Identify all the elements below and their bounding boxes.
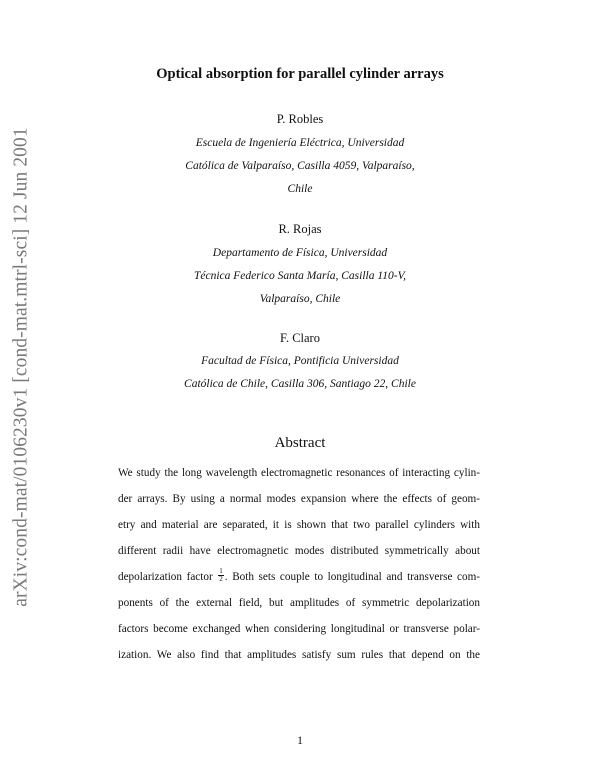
affiliation-line: Católica de Valparaíso, Casilla 4059, Valparaíso, bbox=[185, 160, 415, 172]
affiliation-line: Escuela de Ingeniería Eléctrica, Universidad bbox=[195, 137, 405, 149]
abstract-line: etry and material are separated, it is shown that two parallel cylinders with bbox=[118, 519, 480, 531]
author-name: P. Robles bbox=[276, 112, 324, 126]
author-affiliation bbox=[0, 132, 600, 201]
author-name: F. Claro bbox=[280, 331, 320, 345]
one-half-fraction bbox=[218, 568, 224, 583]
page-number: 1 bbox=[297, 733, 303, 747]
paper-title: Optical absorption for parallel cylinder arrays bbox=[156, 66, 444, 82]
abstract-line-part: . Both sets couple to longitudinal and transverse com- bbox=[224, 571, 481, 583]
affiliation-line: Chile bbox=[287, 183, 313, 195]
abstract-line: der arrays. By using a normal modes expansion where the effects of geom- bbox=[118, 493, 480, 505]
fraction-numerator: 1 bbox=[219, 566, 223, 575]
abstract-line: factors become exchanged when considering longitudinal or transverse polar- bbox=[118, 623, 480, 635]
author-name: R. Rojas bbox=[278, 222, 322, 236]
abstract-line: We study the long wavelength electromagnetic resonances of interacting cylin- bbox=[118, 467, 480, 479]
affiliation-line: Técnica Federico Santa María, Casilla 110-V, bbox=[194, 270, 406, 282]
author-affiliation bbox=[0, 350, 600, 396]
affiliation-line: Católica de Chile, Casilla 306, Santiago 22, Chile bbox=[184, 378, 416, 390]
abstract-heading: Abstract bbox=[274, 435, 326, 451]
abstract-line: ponents of the external field, but amplitudes of symmetric depolarization bbox=[118, 597, 480, 609]
affiliation-line: Valparaíso, Chile bbox=[259, 293, 341, 305]
abstract-line: different radii have electromagnetic modes distributed symmetrically about bbox=[118, 545, 480, 557]
affiliation-line: Facultad de Física, Pontificia Universidad bbox=[201, 355, 399, 367]
fraction-denominator: 2 bbox=[219, 574, 223, 583]
affiliation-line: Departamento de Física, Universidad bbox=[212, 247, 388, 259]
abstract-body bbox=[118, 460, 480, 668]
abstract-line-with-fraction bbox=[118, 564, 480, 590]
abstract-line-part: depolarization factor bbox=[118, 571, 213, 583]
abstract-line: ization. We also find that amplitudes satisfy sum rules that depend on the bbox=[118, 649, 480, 661]
arxiv-identifier-text: arXiv:cond-mat/0106230v1 [cond-mat.mtrl-sci] 12 Jun 2001 bbox=[11, 127, 32, 607]
author-affiliation bbox=[0, 242, 600, 311]
